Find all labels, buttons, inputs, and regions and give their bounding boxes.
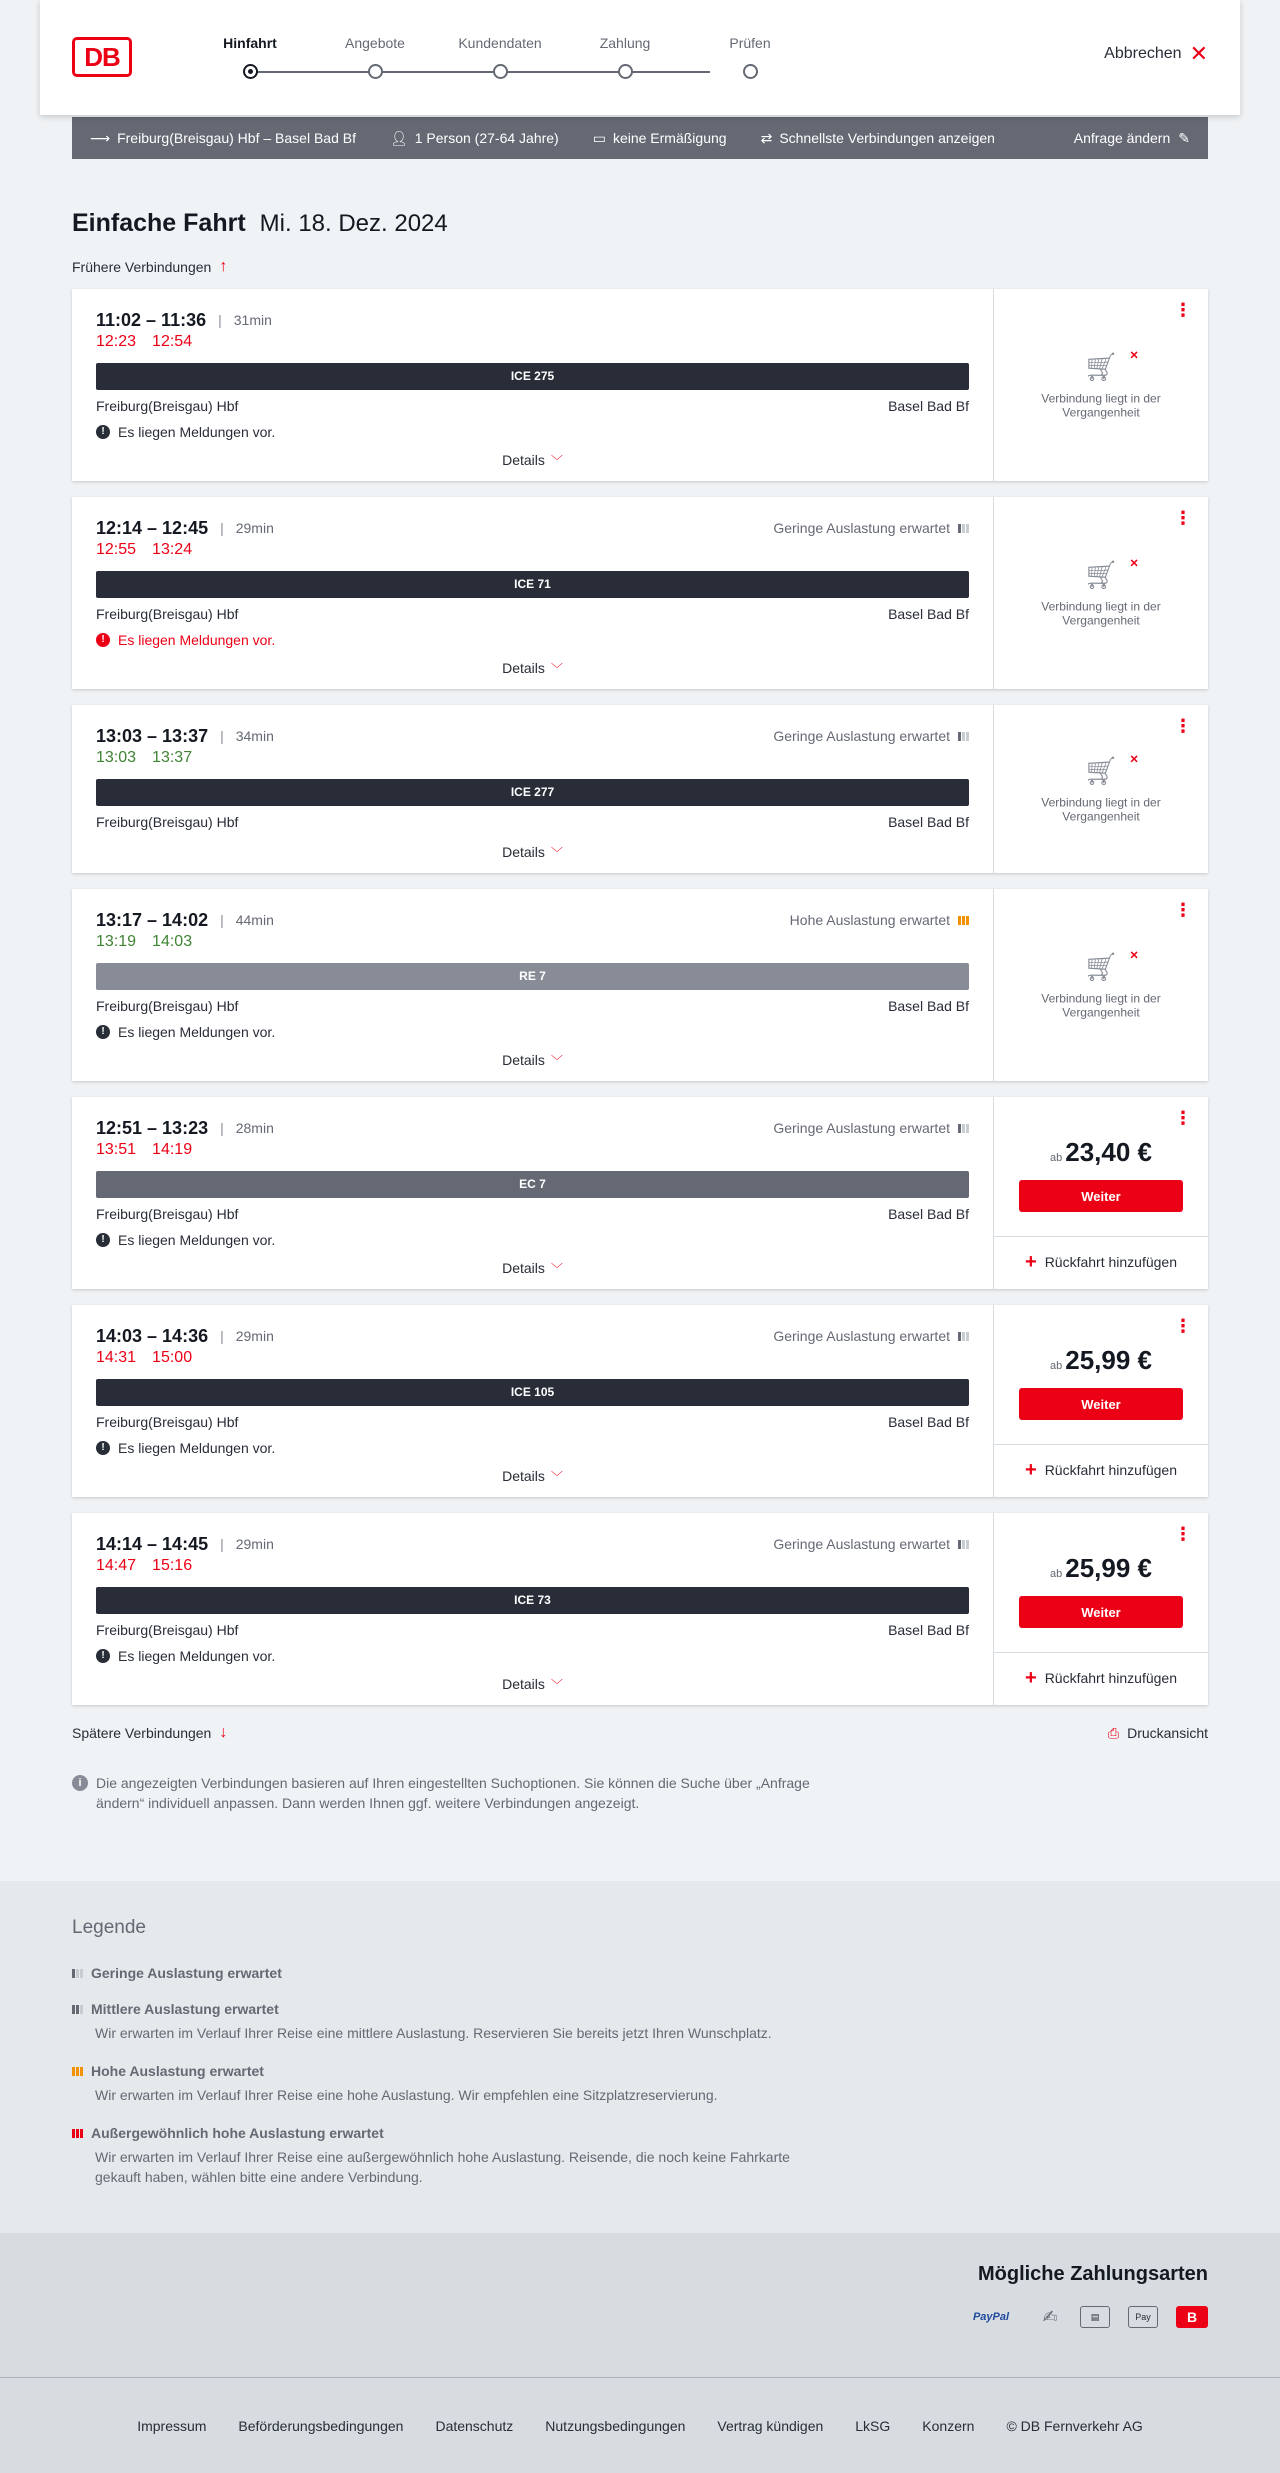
price-value: 25,99 € — [1065, 1345, 1152, 1375]
occupancy — [790, 912, 969, 928]
origin-station: Freiburg(Breisgau) Hbf — [96, 1206, 239, 1222]
price-value: 25,99 € — [1065, 1553, 1152, 1583]
connection-main — [72, 497, 994, 689]
origin-station: Freiburg(Breisgau) Hbf — [96, 814, 239, 830]
cart-disabled-icon: 🛒︎ × — [1024, 559, 1178, 592]
legend-item-desc: Wir erwarten im Verlauf Ihrer Reise eine mittlere Auslastung. Reservieren Sie bereits jetzt Ihren Wunschplatz. — [95, 2025, 772, 2041]
stations-row — [96, 398, 969, 418]
print-view-link[interactable] — [1108, 1725, 1208, 1742]
high-load-icon — [958, 916, 969, 925]
alert-icon: ! — [96, 425, 110, 439]
step-dot — [368, 64, 383, 79]
add-return-button[interactable] — [994, 1237, 1208, 1287]
footer-link-lksg[interactable]: LkSG — [855, 2417, 891, 2434]
origin-station: Freiburg(Breisgau) Hbf — [96, 398, 239, 414]
connection-main — [72, 1097, 994, 1289]
legend-item-title: Mittlere Auslastung erwartet — [91, 2001, 279, 2017]
low-load-icon — [72, 1969, 83, 1978]
legend-item-desc: Wir erwarten im Verlauf Ihrer Reise eine hohe Auslastung. Wir empfehlen eine Sitzplatzreservierung. — [95, 2087, 718, 2103]
notice-text: Es liegen Meldungen vor. — [118, 1024, 276, 1040]
occupancy-label: Geringe Auslastung erwartet — [773, 520, 950, 536]
times-row — [96, 1325, 969, 1347]
notice — [96, 1230, 969, 1250]
notice-text: Es liegen Meldungen vor. — [118, 1232, 276, 1248]
more-options-icon[interactable]: ⋮ — [1174, 300, 1192, 320]
step-dot — [743, 64, 758, 79]
step-dot — [618, 64, 633, 79]
traveler-text: 1 Person (27-64 Jahre) — [414, 130, 559, 146]
past-label: Verbindung liegt in der Vergangenheit — [1041, 795, 1161, 824]
realtime-departure: 14:31 — [96, 1349, 137, 1366]
discount-summary — [593, 130, 727, 147]
details-toggle[interactable] — [96, 1458, 969, 1497]
realtime-departure: 13:19 — [96, 933, 137, 950]
exceptional-load-icon — [72, 2129, 83, 2138]
occupancy — [773, 1328, 969, 1344]
step-hinfahrt[interactable] — [200, 35, 300, 57]
weiter-button[interactable]: Weiter — [1019, 1388, 1183, 1420]
train-bar[interactable]: ICE 277 — [96, 779, 969, 806]
separator: | — [220, 520, 224, 536]
step-kundendaten — [450, 35, 550, 57]
origin-station: Freiburg(Breisgau) Hbf — [96, 1414, 239, 1430]
origin-station: Freiburg(Breisgau) Hbf — [96, 606, 239, 622]
realtime-row — [96, 333, 969, 355]
legend-item-title: Außergewöhnlich hohe Auslastung erwartet — [91, 2125, 384, 2141]
legend-item-title: Geringe Auslastung erwartet — [91, 1965, 282, 1981]
settings-sliders-icon: ⇄ — [760, 129, 773, 146]
cart-disabled-icon: 🛒︎ × — [1024, 351, 1178, 384]
connection-card[interactable] — [72, 289, 1208, 481]
realtime-arrival: 15:00 — [152, 1349, 193, 1366]
step-label: Zahlung — [599, 35, 651, 51]
occupancy-label: Geringe Auslastung erwartet — [773, 1120, 950, 1136]
times-row — [96, 909, 969, 931]
price-prefix: ab — [1050, 1360, 1063, 1372]
realtime-row — [96, 749, 969, 771]
step-pruefen — [700, 35, 800, 57]
edit-request-label: Anfrage ändern — [1073, 130, 1171, 146]
low-load-icon — [958, 524, 969, 533]
separator: | — [220, 1536, 224, 1552]
realtime-row — [96, 541, 969, 563]
alert-icon: ! — [96, 1649, 110, 1663]
stepper-line — [250, 71, 710, 73]
add-return-button[interactable] — [994, 1653, 1208, 1703]
details-toggle[interactable] — [96, 650, 969, 689]
weiter-button[interactable]: Weiter — [1019, 1596, 1183, 1628]
connection-offer — [994, 1513, 1208, 1705]
duration: 34min — [235, 728, 274, 744]
more-options-icon[interactable]: ⋮ — [1174, 1524, 1192, 1544]
realtime-departure: 12:23 — [96, 333, 137, 350]
low-load-icon — [958, 1124, 969, 1133]
duration: 29min — [235, 520, 274, 536]
details-label: Details — [502, 1676, 545, 1692]
step-dot — [493, 64, 508, 79]
list-footer — [72, 1721, 1208, 1745]
realtime-arrival: 14:03 — [152, 933, 193, 950]
paypal-icon: PayPal — [972, 2311, 1010, 2323]
price-value: 23,40 € — [1065, 1137, 1152, 1167]
payment-title: Mögliche Zahlungsarten — [977, 2263, 1208, 2285]
info-note — [72, 1773, 832, 1813]
occupancy-label: Geringe Auslastung erwartet — [773, 1536, 950, 1552]
origin-station: Freiburg(Breisgau) Hbf — [96, 1622, 239, 1638]
request-bar — [72, 117, 1208, 159]
more-options-icon[interactable]: ⋮ — [1174, 508, 1192, 528]
return-label: Rückfahrt hinzufügen — [1044, 1670, 1177, 1686]
stations-row — [96, 1414, 969, 1434]
more-options-icon[interactable]: ⋮ — [1174, 716, 1192, 736]
realtime-departure: 13:03 — [96, 749, 137, 766]
connection-card[interactable] — [72, 1097, 1208, 1289]
realtime-row — [96, 1557, 969, 1579]
stations-row — [96, 1206, 969, 1226]
header — [40, 0, 1240, 115]
print-label: Druckansicht — [1127, 1725, 1208, 1741]
return-label: Rückfahrt hinzufügen — [1044, 1254, 1177, 1270]
more-options-icon[interactable]: ⋮ — [1174, 900, 1192, 920]
person-icon: 👤︎ — [389, 129, 408, 146]
destination-station: Basel Bad Bf — [888, 1414, 969, 1430]
details-label: Details — [502, 1468, 545, 1484]
footer-link-befoerderungsbedingungen[interactable]: Beförderungsbedingungen — [238, 2417, 404, 2434]
realtime-row — [96, 1141, 969, 1163]
realtime-arrival: 12:54 — [152, 333, 193, 350]
notice — [96, 1646, 969, 1666]
occupancy-label: Geringe Auslastung erwartet — [773, 728, 950, 744]
separator: | — [218, 312, 222, 328]
connection-offer — [994, 889, 1208, 1081]
connection-main — [72, 1305, 994, 1497]
chevron-down-icon: ﹀ — [550, 1262, 563, 1276]
cart-disabled-icon: 🛒︎ × — [1024, 951, 1178, 984]
past-connection-info — [994, 755, 1208, 824]
times-row — [96, 1117, 969, 1139]
past-label: Verbindung liegt in der Vergangenheit — [1041, 391, 1161, 420]
connection-offer — [994, 289, 1208, 481]
legend-item-desc: Wir erwarten im Verlauf Ihrer Reise eine außergewöhnlich hohe Auslastung. Reisende, die noch keine Fahrkarte gekauft haben, wählen bitte eine andere Verbindung. — [95, 2149, 790, 2185]
edit-request-button[interactable] — [1074, 130, 1190, 147]
duration: 29min — [235, 1328, 274, 1344]
plus-icon: + — [1025, 1666, 1037, 1689]
connection-offer — [994, 1305, 1208, 1497]
destination-station: Basel Bad Bf — [888, 998, 969, 1014]
occupancy — [773, 1120, 969, 1136]
occupancy-label: Geringe Auslastung erwartet — [773, 1328, 950, 1344]
connection-main — [72, 1513, 994, 1705]
legend-medium — [72, 2001, 1208, 2043]
stations-row — [96, 814, 969, 834]
notice-text: Es liegen Meldungen vor. — [118, 632, 276, 648]
past-connection-info — [994, 951, 1208, 1020]
details-label: Details — [502, 660, 545, 676]
traveler-summary — [390, 130, 559, 147]
duration: 29min — [235, 1536, 274, 1552]
planned-times: 14:03 – 14:36 — [96, 1325, 209, 1346]
arrow-up-icon: ↑ — [219, 258, 228, 275]
times-row — [96, 517, 969, 539]
connection-card[interactable] — [72, 497, 1208, 689]
alert-icon: ! — [96, 1025, 110, 1039]
chevron-down-icon: ﹀ — [550, 1054, 563, 1068]
print-icon: ⎙ — [1107, 1724, 1120, 1741]
apple-pay-icon: Pay — [1128, 2306, 1158, 2328]
copyright: © DB Fernverkehr AG — [1006, 2417, 1143, 2434]
train-bar[interactable]: ICE 73 — [96, 1587, 969, 1614]
separator: | — [220, 728, 224, 744]
arrow-down-icon: ↓ — [219, 1724, 228, 1741]
close-icon: ✕ — [1189, 41, 1208, 66]
footer-link-konzern[interactable]: Konzern — [922, 2417, 975, 2434]
connection-main — [72, 289, 994, 481]
past-label: Verbindung liegt in der Vergangenheit — [1041, 991, 1161, 1020]
details-label: Details — [502, 452, 545, 468]
past-connection-info — [994, 559, 1208, 628]
db-payment-icon: B — [1176, 2306, 1208, 2328]
step-label: Kundendaten — [458, 35, 542, 51]
realtime-arrival: 13:24 — [152, 541, 193, 558]
direct-debit-icon: ✍ — [1042, 2306, 1058, 2327]
notice-text: Es liegen Meldungen vor. — [118, 1648, 276, 1664]
pencil-icon: ✎ — [1178, 129, 1190, 146]
fastest-summary — [761, 130, 995, 147]
connection-offer — [994, 705, 1208, 873]
legend-low — [72, 1965, 1208, 1981]
trip-type: Einfache Fahrt — [72, 209, 246, 237]
weiter-button[interactable]: Weiter — [1019, 1180, 1183, 1212]
step-label: Angebote — [345, 35, 405, 51]
payment-methods — [72, 2306, 1208, 2328]
details-label: Details — [502, 1052, 545, 1068]
times-row — [96, 725, 969, 747]
fastest-text: Schnellste Verbindungen anzeigen — [779, 130, 995, 146]
connection-list — [72, 289, 1208, 1705]
destination-station: Basel Bad Bf — [888, 1206, 969, 1222]
plus-icon: + — [1025, 1458, 1037, 1481]
stations-row — [96, 1622, 969, 1642]
separator: | — [220, 1328, 224, 1344]
alert-icon: ! — [96, 1233, 110, 1247]
progress-stepper — [210, 35, 771, 85]
separator: | — [220, 912, 224, 928]
page-title — [72, 209, 1208, 239]
info-text: Die angezeigten Verbindungen basieren auf Ihren eingestellten Suchoptionen. Sie können die Suche über „Anfrage ändern“ individuell anpassen. Dann werden Ihnen ggf. weitere Verbindungen angezeigt. — [96, 1775, 810, 1811]
footer-link-nutzungsbedingungen[interactable]: Nutzungsbedingungen — [545, 2417, 686, 2434]
realtime-row — [96, 1349, 969, 1371]
notice-text: Es liegen Meldungen vor. — [118, 424, 276, 440]
later-connections-link[interactable] — [72, 1724, 227, 1742]
separator: | — [220, 1120, 224, 1136]
plus-icon: + — [1025, 1250, 1037, 1273]
planned-times: 12:51 – 13:23 — [96, 1117, 209, 1138]
details-toggle[interactable] — [96, 834, 969, 873]
step-dot — [243, 64, 258, 79]
realtime-departure: 14:47 — [96, 1557, 137, 1574]
destination-station: Basel Bad Bf — [888, 814, 969, 830]
route-summary — [90, 130, 356, 147]
discount-text: keine Ermäßigung — [612, 130, 727, 146]
return-label: Rückfahrt hinzufügen — [1044, 1462, 1177, 1478]
db-logo[interactable]: DB — [72, 37, 132, 77]
planned-times: 11:02 – 11:36 — [96, 309, 207, 330]
past-label: Verbindung liegt in der Vergangenheit — [1041, 599, 1161, 628]
duration: 28min — [235, 1120, 274, 1136]
alert-icon: ! — [96, 1441, 110, 1455]
more-options-icon[interactable]: ⋮ — [1174, 1108, 1192, 1128]
occupancy-label: Hohe Auslastung erwartet — [789, 912, 950, 928]
chevron-down-icon: ﹀ — [550, 454, 563, 468]
connection-main — [72, 705, 994, 873]
footer-link-vertrag-kuendigen[interactable]: Vertrag kündigen — [717, 2417, 824, 2434]
realtime-arrival: 13:37 — [152, 749, 193, 766]
notice — [96, 630, 969, 650]
connection-card[interactable] — [72, 1513, 1208, 1705]
legend-section — [0, 1881, 1280, 2233]
cancel-button[interactable] — [1104, 41, 1208, 66]
realtime-departure: 13:51 — [96, 1141, 137, 1158]
stations-row — [96, 606, 969, 626]
times-row — [96, 309, 969, 331]
step-zahlung — [575, 35, 675, 57]
low-load-icon — [958, 1332, 969, 1341]
destination-station: Basel Bad Bf — [888, 606, 969, 622]
occupancy — [773, 728, 969, 744]
low-load-icon — [958, 732, 969, 741]
step-label: Prüfen — [729, 35, 771, 51]
notice — [96, 1022, 969, 1042]
realtime-arrival: 15:16 — [152, 1557, 193, 1574]
earlier-label: Frühere Verbindungen — [72, 259, 212, 275]
footer-link-impressum[interactable]: Impressum — [137, 2417, 207, 2434]
duration: 44min — [235, 912, 274, 928]
destination-station: Basel Bad Bf — [888, 1622, 969, 1638]
cancel-label: Abbrechen — [1104, 45, 1182, 62]
train-bar[interactable]: ICE 105 — [96, 1379, 969, 1406]
chevron-down-icon: ﹀ — [550, 1678, 563, 1692]
price — [994, 1137, 1208, 1168]
low-load-icon — [958, 1540, 969, 1549]
times-row — [96, 1533, 969, 1555]
route-text: Freiburg(Breisgau) Hbf – Basel Bad Bf — [117, 130, 356, 146]
origin-station: Freiburg(Breisgau) Hbf — [96, 998, 239, 1014]
notice — [96, 422, 969, 442]
legend-title: Legende — [72, 1917, 146, 1938]
earlier-connections-link[interactable] — [72, 257, 1208, 277]
step-label: Hinfahrt — [223, 35, 277, 51]
footer — [0, 2377, 1280, 2473]
details-toggle[interactable] — [96, 442, 969, 481]
planned-times: 12:14 – 12:45 — [96, 517, 209, 538]
card-icon: ▭ — [592, 129, 606, 146]
notice — [96, 1438, 969, 1458]
chevron-down-icon: ﹀ — [550, 846, 563, 860]
chevron-down-icon: ﹀ — [550, 1470, 563, 1484]
past-connection-info — [994, 351, 1208, 420]
planned-times: 13:03 – 13:37 — [96, 725, 209, 746]
details-toggle[interactable] — [96, 1250, 969, 1289]
chevron-down-icon: ﹀ — [550, 662, 563, 676]
connection-offer — [994, 497, 1208, 689]
payment-section — [0, 2233, 1280, 2377]
notice-text: Es liegen Meldungen vor. — [118, 1440, 276, 1456]
trip-date: Mi. 18. Dez. 2024 — [259, 210, 448, 237]
occupancy — [773, 1536, 969, 1552]
duration: 31min — [233, 312, 272, 328]
info-icon: i — [72, 1775, 88, 1791]
details-toggle[interactable] — [96, 1042, 969, 1081]
price-prefix: ab — [1050, 1152, 1063, 1164]
occupancy — [773, 520, 969, 536]
planned-times: 13:17 – 14:02 — [96, 909, 209, 930]
footer-link-datenschutz[interactable]: Datenschutz — [435, 2417, 514, 2434]
medium-load-icon — [72, 2005, 83, 2014]
arrow-right-icon: ⟶ — [90, 129, 111, 146]
legend-item-title: Hohe Auslastung erwartet — [91, 2063, 264, 2079]
connection-offer — [994, 1097, 1208, 1289]
legend-exceptional — [72, 2125, 1208, 2187]
price — [994, 1345, 1208, 1376]
train-bar[interactable]: ICE 71 — [96, 571, 969, 598]
details-toggle[interactable] — [96, 1666, 969, 1705]
destination-station: Basel Bad Bf — [888, 398, 969, 414]
invoice-icon: ▤ — [1080, 2306, 1110, 2328]
realtime-row — [96, 933, 969, 955]
details-label: Details — [502, 1260, 545, 1276]
alert-icon: ! — [96, 633, 110, 647]
step-angebote — [325, 35, 425, 57]
connection-card[interactable] — [72, 889, 1208, 1081]
connection-main — [72, 889, 994, 1081]
later-label: Spätere Verbindungen — [72, 1725, 212, 1741]
price-prefix: ab — [1050, 1568, 1063, 1580]
realtime-departure: 12:55 — [96, 541, 137, 558]
high-load-icon — [72, 2067, 83, 2076]
train-bar[interactable]: ICE 275 — [96, 363, 969, 390]
stations-row — [96, 998, 969, 1018]
train-bar[interactable]: RE 7 — [96, 963, 969, 990]
cart-disabled-icon: 🛒︎ × — [1024, 755, 1178, 788]
train-bar[interactable]: EC 7 — [96, 1171, 969, 1198]
legend-high — [72, 2063, 1208, 2105]
connection-card[interactable] — [72, 705, 1208, 873]
planned-times: 14:14 – 14:45 — [96, 1533, 209, 1554]
more-options-icon[interactable]: ⋮ — [1174, 1316, 1192, 1336]
details-label: Details — [502, 844, 545, 860]
realtime-arrival: 14:19 — [152, 1141, 193, 1158]
connection-card[interactable] — [72, 1305, 1208, 1497]
add-return-button[interactable] — [994, 1445, 1208, 1495]
price — [994, 1553, 1208, 1584]
